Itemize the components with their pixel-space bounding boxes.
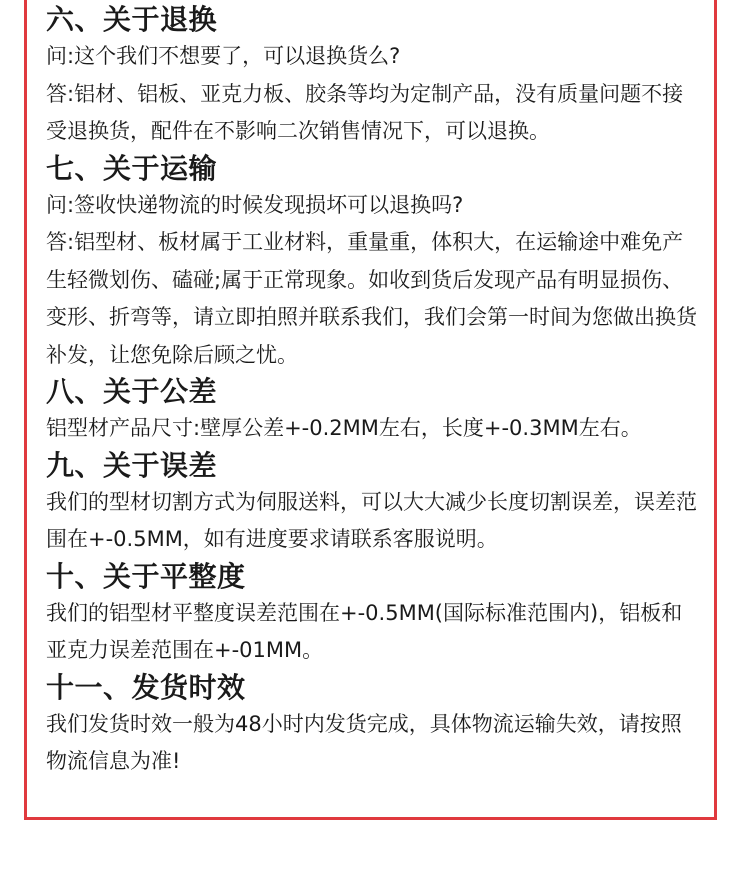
question-text: 问:这个我们不想要了，可以退换货么? bbox=[46, 44, 401, 68]
answer-text: 答:铝材、铝板、亚克力板、胶条等均为定制产品，没有质量问题不接受退换货，配件在不影响二次销售情况下，可以退换。 bbox=[46, 81, 684, 143]
section-flatness bbox=[46, 559, 702, 670]
section-title: 十、关于平整度 bbox=[46, 559, 246, 593]
body-text: 铝型材产品尺寸:壁厚公差+-0.2MM左右，长度+-0.3MM左右。 bbox=[46, 416, 642, 440]
section-shipping bbox=[46, 151, 702, 375]
section-tolerance bbox=[46, 374, 702, 448]
policy-content bbox=[46, 2, 702, 781]
section-title: 十一、发货时效 bbox=[46, 670, 246, 704]
section-title: 八、关于公差 bbox=[46, 375, 218, 408]
answer-text: 答:铝型材、板材属于工业材料，重量重，体积大，在运输途中难免产生轻微划伤、磕碰;属于正常现象。如收到货后发现产品有明显损伤、变形、折弯等，请立即拍照并联系我们，我们会第一时间为您做出换货补发，让您免除后顾之忧。 bbox=[46, 230, 697, 367]
section-title: 六、关于退换 bbox=[46, 3, 218, 36]
section-returns bbox=[46, 2, 702, 151]
body-text: 我们的铝型材平整度误差范围在+-0.5MM(国际标准范围内)，铝板和亚克力误差范围在+-01MM。 bbox=[46, 600, 683, 662]
section-title: 七、关于运输 bbox=[46, 151, 218, 185]
body-text: 我们发货时效一般为48小时内发货完成，具体物流运输失效，请按照物流信息为准! bbox=[46, 711, 682, 773]
body-text: 我们的型材切割方式为伺服送料，可以大大减少长度切割误差，误差范围在+-0.5MM，如有进度要求请联系客服说明。 bbox=[46, 489, 697, 551]
section-delivery-time bbox=[46, 670, 702, 781]
question-text: 问:签收快递物流的时候发现损坏可以退换吗? bbox=[46, 192, 464, 217]
section-title: 九、关于误差 bbox=[46, 448, 218, 482]
section-error bbox=[46, 448, 702, 559]
